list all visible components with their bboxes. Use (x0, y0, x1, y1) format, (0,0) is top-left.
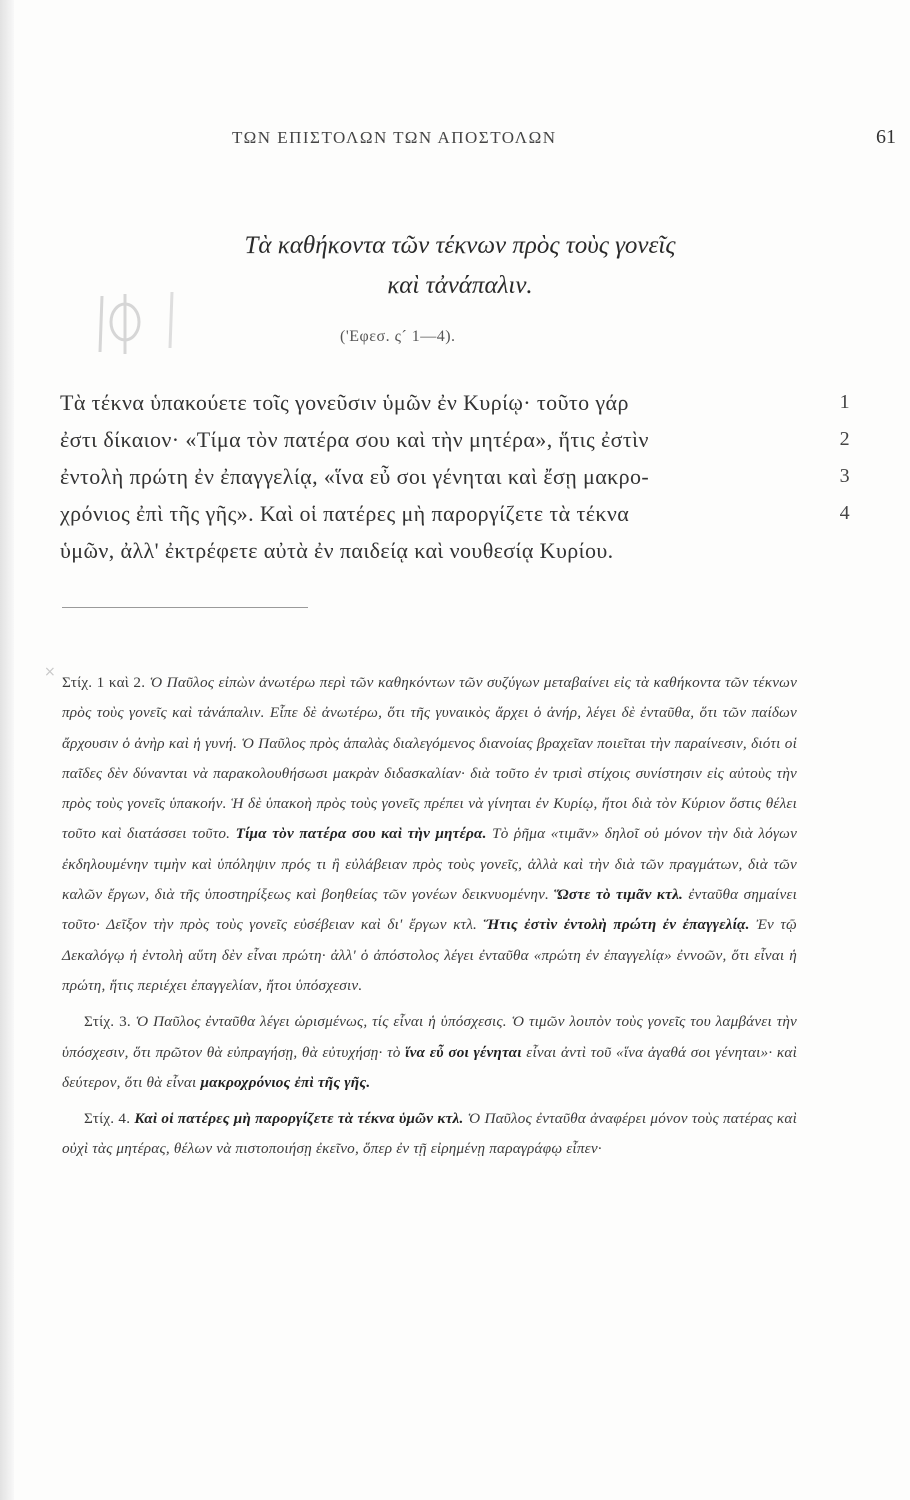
footnote-divider (62, 607, 308, 608)
verse-number: 4 (839, 502, 850, 524)
scripture-line (60, 495, 850, 532)
commentary-bold-phrase: Καὶ οἱ πατέρες μὴ παροργίζετε τὰ τέκνα ὑμῶν κτλ. (134, 1110, 464, 1128)
commentary-text: Ὁ Παῦλος ἐνταῦθα ἀναφέρει μόνον τοὺς πατέρας καὶ οὐχὶ τὰς μητέρας, θέλων νὰ πιστοποιήσῃ ἐκεῖνο, ὅπερ ἐν τῇ εἰρημένῃ παραγράφῳ εἶπεν· (62, 1110, 798, 1158)
commentary-bold-phrase: Τίμα τὸν πατέρα σου καὶ τὴν μητέρα. (235, 825, 487, 843)
section-title-line-2: καὶ τἀνάπαλιν. (387, 272, 533, 299)
scripture-line-text: Τὰ τέκνα ὑπακούετε τοῖς γονεῦσιν ὑμῶν ἐν Κυρίῳ· τοῦτο γάρ (60, 390, 629, 415)
scripture-line (60, 532, 850, 569)
scripture-line (60, 458, 850, 495)
section-title-line-1: Τὰ καθήκοντα τῶν τέκνων πρὸς τοὺς γονεῖς (244, 232, 676, 259)
commentary-text: Ὁ Παῦλος ἐνταῦθα λέγει ὡρισμένως, τίς εἶναι ἡ ὑπόσχεσις. Ὁ τιμῶν λοιπὸν τοὺς γονεῖς του λαμβάνει τὴν ὑπόσχεσιν, ὅτι πρῶτον θὰ εὐπραγήσῃ, θὰ εὐτυχήσῃ· τὸ (62, 1013, 797, 1061)
page-binding-shadow (0, 0, 14, 1500)
commentary (62, 668, 797, 1165)
commentary-text: Ἐν τῷ Δεκαλόγῳ ἡ ἐντολὴ αὕτη δὲν εἶναι πρώτη· ἀλλ' ὁ ἀπόστολος λέγει ἐνταῦθα «πρώτη ἐν ἐπαγγελίᾳ» ἐννοῶν, ὅτι εἶναι ἡ πρώτη, ἥτις περιέχει ἐπαγγελίαν, ἤτοι ὑπόσχεσιν. (62, 916, 797, 994)
section-title (110, 226, 810, 306)
scripture-line-text: ὑμῶν, ἀλλ' ἐκτρέφετε αὐτὰ ἐν παιδείᾳ καὶ νουθεσίᾳ Κυρίου. (60, 538, 614, 563)
commentary-bold-phrase: Ὥστε τὸ τιμᾶν κτλ. (554, 886, 684, 904)
commentary-bold-phrase: ἵνα εὖ σοι γένηται (405, 1043, 522, 1061)
running-title: ΤΩΝ ΕΠΙΣΤΟΛΩΝ ΤΩΝ ΑΠΟΣΤΟΛΩΝ (232, 128, 557, 147)
pencil-x-mark-icon: × (44, 664, 56, 680)
commentary-paragraph-verses-1-2 (62, 668, 797, 1001)
commentary-text: Ὁ Παῦλος εἰπὼν ἀνωτέρω περὶ τῶν καθηκόντων τῶν συζύγων μεταβαίνει εἰς τὰ καθήκοντα τῶν τέκνων πρὸς τοὺς γονεῖς καὶ τἀνάπαλιν. Εἶπε δὲ ἀνωτέρω, ὅτι τῆς γυναικὸς ἄρχει ὁ ἀνήρ, λέγει δὲ ἐνταῦθα, ὅτι τῶν παίδων ἄρχουσιν ὁ ἀνὴρ καὶ ἡ γυνή. Ὁ Παῦλος πρὸς ἁπαλὰς διαλεγόμενος διανοίας βραχεῖαν ποιεῖται τὴν παραίνεσιν, διότι οἱ παῖδες δὲν δύνανται νὰ παρακολουθήσωσι μακρὰν διδασκαλίαν· διὰ τοῦτο ἐν τρισὶ στίχοις συνίστησιν εἰς αὐτοὺς τὴν πρὸς τοὺς γονεῖς ὑπακοήν. Ἡ δὲ ὑπακοὴ πρὸς τοὺς γονεῖς πρέπει νὰ γίνηται ἐν Κυρίῳ, ἤτοι διὰ τὸν Κύριον ὅστις θέλει τοῦτο καὶ διατάσσει τοῦτο. (62, 674, 798, 843)
scripture-line (60, 384, 850, 421)
commentary-paragraph-verse-3 (62, 1007, 797, 1098)
commentary-lead: Στίχ. 1 καὶ 2. (62, 674, 146, 691)
scripture-line-text: ἐντολὴ πρώτη ἐν ἐπαγγελίᾳ, «ἵνα εὖ σοι γένηται καὶ ἔσῃ μακρο- (60, 464, 650, 489)
commentary-bold-phrase: Ἥτις ἐστὶν ἐντολὴ πρώτη ἐν ἐπαγγελίᾳ. (483, 916, 750, 934)
scripture-line (60, 421, 850, 458)
commentary-text: ἐνταῦθα σημαίνει τοῦτο· Δεῖξον τὴν πρὸς τοὺς γονεῖς εὐσέβειαν καὶ δι' ἔργων κτλ. (62, 886, 798, 934)
scripture-line-text: ἐστι δίκαιον· «Τίμα τὸν πατέρα σου καὶ τὴν μητέρα», ἥτις ἐστὶν (60, 427, 649, 452)
commentary-text: Τὸ ῥῆμα «τιμᾶν» δηλοῖ οὐ μόνον τὴν διὰ λόγων ἐκδηλουμένην τιμὴν καὶ ὑπόληψιν πρός τι ἢ εὐλάβειαν πρὸς τοὺς γονεῖς, ἀλλὰ καὶ τὴν διὰ τῶν πραγμάτων, διὰ τῶν καλῶν ἔργων, διὰ τῆς ὑποστηρίξεως καὶ βοηθείας τῶν γονέων δεικνυομένην. (62, 825, 798, 904)
commentary-text: εἶναι ἀντὶ τοῦ «ἵνα ἀγαθά σοι γένηται»· καὶ δεύτερον, ὅτι θὰ εἶναι (62, 1043, 798, 1091)
commentary-lead: Στίχ. 3. (84, 1013, 131, 1031)
verse-number: 2 (839, 428, 850, 450)
commentary-bold-phrase: μακροχρόνιος ἐπὶ τῆς γῆς. (200, 1073, 371, 1091)
page-number: 61 (876, 126, 896, 148)
verse-number: 1 (839, 391, 850, 413)
running-header (0, 128, 910, 158)
scripture-reference: ('Εφεσ. ς´ 1—4). (340, 328, 456, 345)
verse-number: 3 (839, 465, 850, 487)
commentary-paragraph-verse-4 (62, 1104, 797, 1165)
scripture-line-text: χρόνιος ἐπὶ τῆς γῆς». Καὶ οἱ πατέρες μὴ παροργίζετε τὰ τέκνα (60, 501, 630, 526)
scripture-text (60, 384, 850, 569)
commentary-lead: Στίχ. 4. (84, 1110, 131, 1128)
